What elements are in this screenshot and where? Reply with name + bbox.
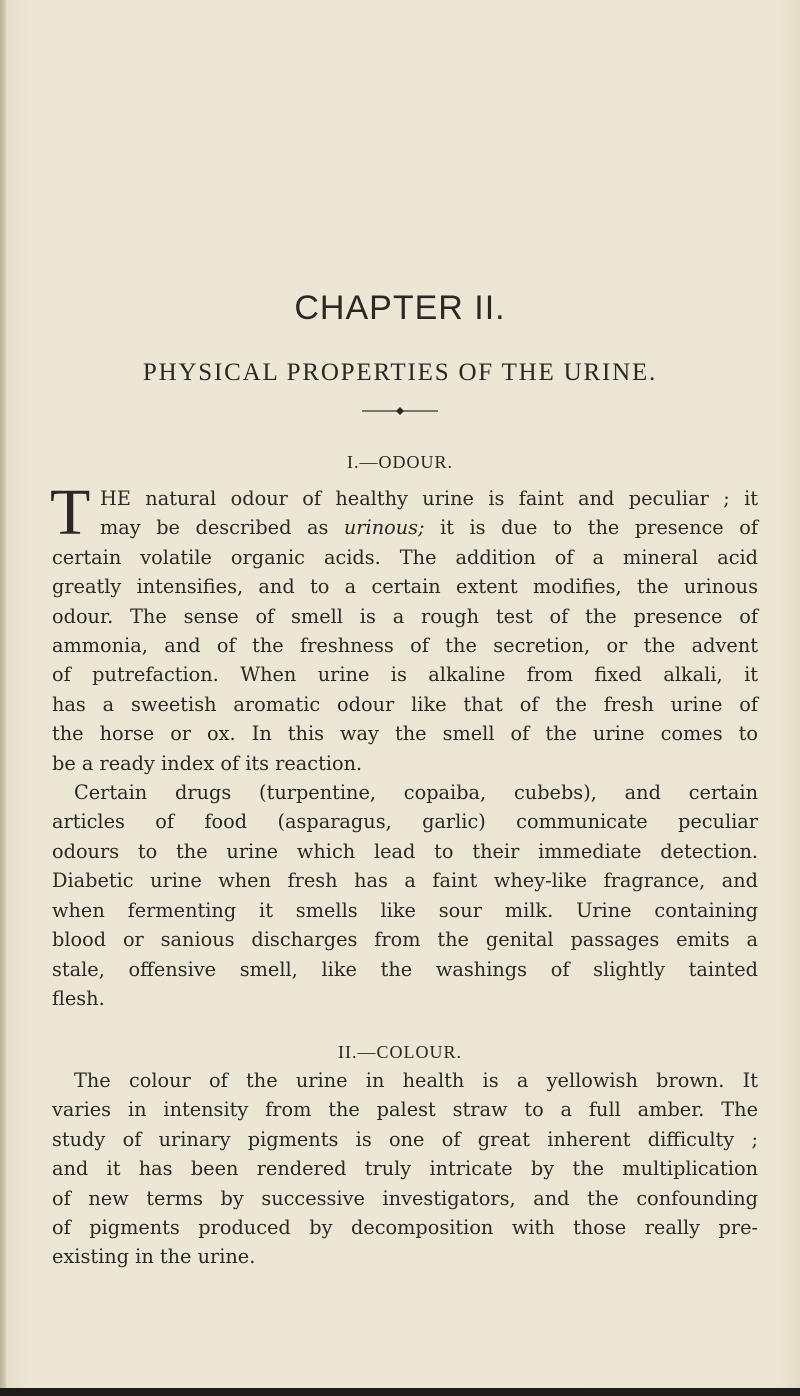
text-line: study of urinary pigments is one of great inherent difficulty ;: [52, 1127, 758, 1151]
text-line: articles of food (asparagus, garlic) communicate peculiar: [52, 810, 758, 834]
text-line: certain volatile organic acids. The addition of a mineral acid: [52, 545, 758, 569]
text-line: may be described as urinous; it is due to the presence of: [100, 516, 758, 540]
text-line: Certain drugs (turpentine, copaiba, cubebs), and certain: [74, 781, 758, 805]
section-heading-colour: II.—COLOUR.: [338, 1042, 462, 1062]
colour-paragraph-1: [52, 1066, 758, 1272]
text-line: stale, offensive smell, like the washings of slightly tainted: [52, 957, 758, 981]
text-line: flesh.: [52, 986, 105, 1010]
text-line: greatly intensifies, and to a certain extent modifies, the urinous: [52, 575, 758, 599]
text-line: and it has been rendered truly intricate by the multiplication: [52, 1157, 758, 1181]
odour-paragraph-1: [50, 476, 758, 1013]
page-edge-shadow: [0, 1388, 800, 1396]
text-line: odours to the urine which lead to their immediate detection.: [52, 839, 758, 863]
text-line: existing in the urine.: [52, 1245, 256, 1269]
text-line: varies in intensity from the palest straw to a full amber. The: [52, 1098, 758, 1122]
text-line: the horse or ox. In this way the smell of the urine comes to: [52, 722, 758, 746]
text-line: HE natural odour of healthy urine is faint and peculiar ; it: [100, 487, 758, 510]
section-heading-odour: I.—ODOUR.: [347, 452, 453, 472]
text-line: ammonia, and of the freshness of the secretion, or the advent: [52, 634, 758, 658]
chapter-title: PHYSICAL PROPERTIES OF THE URINE.: [142, 359, 658, 386]
text-line: Diabetic urine when fresh has a faint whey-like fragrance, and: [52, 869, 758, 893]
text-line: of pigments produced by decomposition with those really pre-: [52, 1216, 758, 1240]
text-line: The colour of the urine in health is a yellowish brown. It: [74, 1069, 758, 1092]
text-line: of new terms by successive investigators, and the confounding: [52, 1186, 758, 1210]
text-line: has a sweetish aromatic odour like that of the fresh urine of: [52, 692, 758, 716]
text-line: odour. The sense of smell is a rough test of the presence of: [52, 604, 758, 628]
text-line: be a ready index of its reaction.: [52, 751, 363, 775]
divider-ornament-icon: [362, 406, 438, 416]
text-line: when fermenting it smells like sour milk. Urine containing: [52, 898, 758, 922]
drop-cap: T: [50, 476, 91, 549]
chapter-heading: CHAPTER II.: [294, 289, 506, 327]
page-gutter: [0, 0, 6, 1396]
italic-term: urinous;: [343, 516, 425, 540]
text-line: blood or sanious discharges from the genital passages emits a: [52, 928, 758, 952]
text-line: of putrefaction. When urine is alkaline from fixed alkali, it: [52, 663, 758, 687]
